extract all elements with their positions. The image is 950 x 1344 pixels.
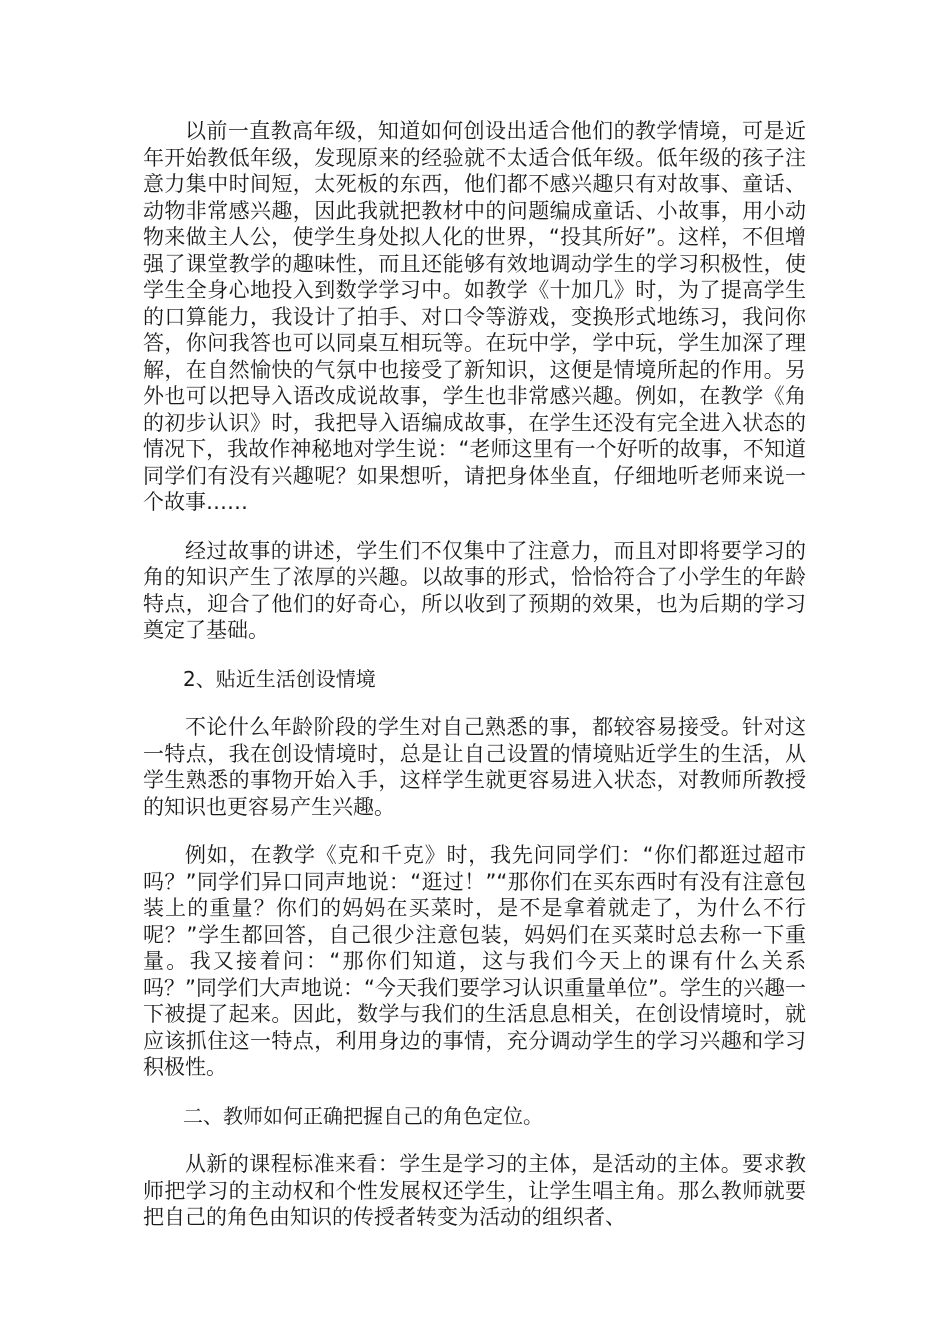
document-page (143, 118, 806, 1253)
section-heading-teacher-role: 二、教师如何正确把握自己的角色定位。 (183, 1103, 543, 1128)
paragraph-curriculum-standard: 从新的课程标准来看：学生是学习的主体，是活动的主体。要求教师把学习的主动权和个性发展权还学生，让学生唱主角。那么教师就要把自己的角色由知识的传授者转变为活动的组织者、 (143, 1152, 806, 1229)
paragraph-story-effect: 经过故事的讲述，学生们不仅集中了注意力，而且对即将要学习的角的知识产生了浓厚的兴趣。以故事的形式，恰恰符合了小学生的年龄特点，迎合了他们的好奇心，所以收到了预期的效果，也为后期的学习奠定了基础。 (143, 538, 806, 642)
paragraph-intro-story: 以前一直教高年级，知道如何创设出适合他们的教学情境，可是近年开始教低年级，发现原来的经验就不太适合低年级。低年级的孩子注意力集中时间短，太死板的东西，他们都不感兴趣只有对故事、童话、动物非常感兴趣，因此我就把教材中的问题编成童话、小故事，用小动物来做主人公，使学生身处拟人化的世界，“投其所好”。这样，不但增强了课堂教学的趣味性，而且还能够有效地调动学生的学习积极性，使学生全身心地投入到数学学习中。如教学《十加几》时，为了提高学生的口算能力，我设计了拍手、对口令等游戏，变换形式地练习，我问你答，你问我答也可以同桌互相玩等。在玩中学，学中玩，学生加深了理解，在自然愉快的气氛中也接受了新知识，这便是情境所起的作用。另外也可以把导入语改成说故事，学生也非常感兴趣。例如，在教学《角的初步认识》时，我把导入语编成故事，在学生还没有完全进入状态的情况下，我故作神秘地对学生说：“老师这里有一个好听的故事，不知道同学们有没有兴趣呢？如果想听，请把身体坐直，仔细地听老师来说一个故事…… (143, 119, 806, 514)
section-heading-life-context: 2、贴近生活创设情境 (183, 666, 376, 691)
paragraph-weight-example: 例如，在教学《克和千克》时，我先问同学们：“你们都逛过超市吗？”同学们异口同声地说：“逛过！”“那你们在买东西时有没有注意包装上的重量？你们的妈妈在买菜时，是不是拿着就走了，为什么不行呢？”学生都回答，自己很少注意包装，妈妈们在买菜时总去称一下重量。我又接着问：“那你们知道，这与我们今天上的课有什么关系吗？”同学们大声地说：“今天我们要学习认识重量单位”。学生的兴趣一下被提了起来。因此，数学与我们的生活息息相关，在创设情境时，就应该抓住这一特点，利用身边的事情，充分调动学生的学习兴趣和学习积极性。 (143, 843, 806, 1079)
paragraph-familiar-things: 不论什么年龄阶段的学生对自己熟悉的事，都较容易接受。针对这一特点，我在创设情境时，总是让自己设置的情境贴近学生的生活，从学生熟悉的事物开始入手，这样学生就更容易进入状态，对教师所教授的知识也更容易产生兴趣。 (143, 715, 806, 819)
